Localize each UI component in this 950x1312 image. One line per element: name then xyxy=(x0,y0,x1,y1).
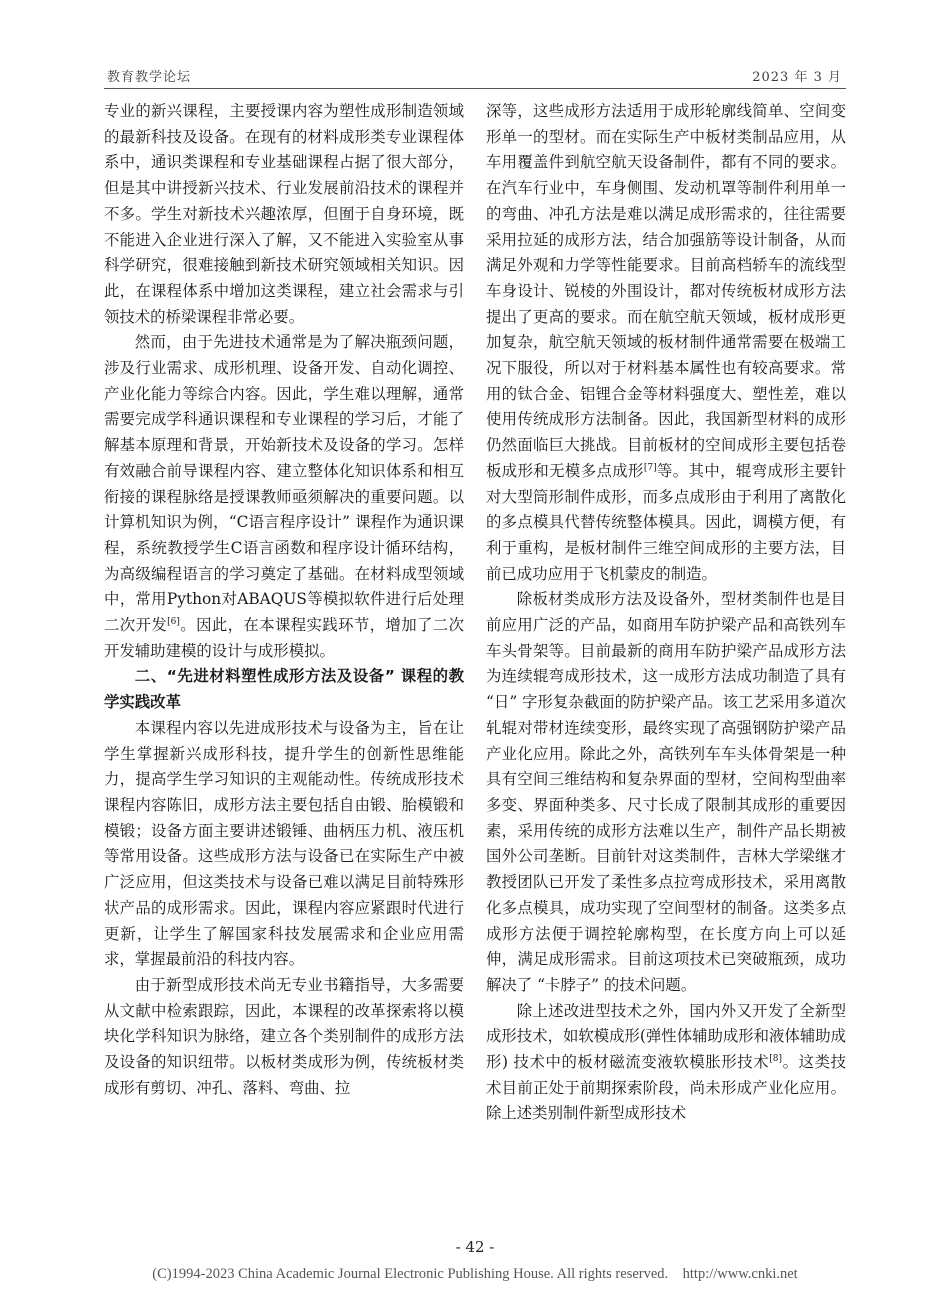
copyright-notice: (C)1994-2023 China Academic Journal Electronic Publishing House. All rights reserved. http://www.cnki.net xyxy=(152,1266,798,1282)
paragraph: 本课程内容以先进成形技术与设备为主，旨在让学生掌握新兴成形科技，提升学生的创新性思维能力，提高学生学习知识的主观能动性。传统成形技术课程内容陈旧，成形方法主要包括自由锻、胎模锻和模锻；设备方面主要讲述锻锤、曲柄压力机、液压机等常用设备。这些成形方法与设备已在实际生产中被广泛应用，但这类技术与设备已难以满足目前特殊形状产品的成形需求。因此，课程内容应紧跟时代进行更新，让学生了解国家科技发展需求和企业应用需求，掌握最前沿的科技内容。 xyxy=(104,718,464,969)
journal-title: 教育教学论坛 xyxy=(107,70,192,85)
paragraph: 然而，由于先进技术通常是为了解决瓶颈问题，涉及行业需求、成形机理、设备开发、自动化调控、产业化能力等综合内容。因此，学生难以理解，通常需要完成学科通识课程和专业课程的学习后，才能了解基本原理和背景，开始新技术及设备的学习。怎样有效融合前导课程内容、建立整体化知识体系和相互衔接的课程脉络是授课教师亟须解决的重要问题。以计算机知识为例，“C语言程序设计” 课程作为通识课程，系统教授学生C语言函数和程序设计循环结构，为高级编程语言的学习奠定了基础。在材料成型领域中，常用Python对ABAQUS等模拟软件进行后处理二次开发[6]。因此，在本课程实践环节，增加了二次开发辅助建模的设计与成形模拟。 xyxy=(104,333,464,660)
issue-date: 2023 年 3 月 xyxy=(752,70,842,85)
left-column xyxy=(104,99,464,1101)
paragraph: 除板材类成形方法及设备外，型材类制件也是目前应用广泛的产品，如商用车防护梁产品和高铁列车车头骨架等。目前最新的商用车防护梁产品成形方法为连续辊弯成形技术，这一成形方法成功制造了具有 “日” 字形复杂截面的防护梁产品。该工艺采用多道次轧辊对带材连续变形，最终实现了高强钢防护梁产品产业化应用。除此之外，高铁列车车头体骨架是一种具有空间三维结构和复杂界面的型材，空间构型曲率多变、界面种类多、尺寸长成了限制其成形的重要因素，采用传统的成形方法难以生产，制件产品长期被国外公司垄断。目前针对这类制件，吉林大学梁继才教授团队已开发了柔性多点拉弯成形技术，采用离散化多点模具，成功实现了空间型材的制备。这类多点成形方法便于调控轮廓构型，在长度方向上可以延伸，满足成形需求。目前这项技术已突破瓶颈，成功解决了 “卡脖子” 的技术问题。 xyxy=(486,590,846,994)
citation: [8] xyxy=(769,1053,783,1064)
section-heading: 二、“先进材料塑性成形方法及设备” 课程的教学实践改革 xyxy=(104,667,464,712)
paragraph: 除上述改进型技术之外，国内外又开发了全新型成形技术，如软模成形(弹性体辅助成形和液体辅助成形) 技术中的板材磁流变液软模胀形技术[8]。这类技术目前正处于前期探索阶段，尚未形成产业化应用。除上述类别制件新型成形技术 xyxy=(486,1001,846,1123)
page-number: - 42 - xyxy=(455,1238,495,1256)
header-divider xyxy=(104,88,846,89)
paragraph: 由于新型成形技术尚无专业书籍指导，大多需要从文献中检索跟踪，因此，本课程的改革探索将以模块化学科知识为脉络，建立各个类别制件的成形方法及设备的知识纽带。以板材类成形为例，传统板材类成形有剪切、冲孔、落料、弯曲、拉 xyxy=(104,975,464,1097)
citation: [7] xyxy=(643,462,657,473)
right-column xyxy=(486,99,846,1127)
citation: [6] xyxy=(167,616,180,627)
paragraph: 专业的新兴课程，主要授课内容为塑性成形制造领域的最新科技及设备。在现有的材料成形类专业课程体系中，通识类课程和专业基础课程占据了很大部分，但是其中讲授新兴技术、行业发展前沿技术的课程并不多。学生对新技术兴趣浓厚，但囿于自身环境，既不能进入企业进行深入了解，又不能进入实验室从事科学研究，很难接触到新技术研究领域相关知识。因此，在课程体系中增加这类课程，建立社会需求与引领技术的桥梁课程非常必要。 xyxy=(104,102,464,326)
paragraph: 深等，这些成形方法适用于成形轮廓线简单、空间变形单一的型材。而在实际生产中板材类制品应用，从车用覆盖件到航空航天设备制件，都有不同的要求。在汽车行业中，车身侧围、发动机罩等制件利用单一的弯曲、冲孔方法是难以满足成形需求的，往往需要采用拉延的成形方法，结合加强筋等设计制备，从而满足外观和力学等性能要求。目前高档轿车的流线型车身设计、锐棱的外围设计，都对传统板材成形方法提出了更高的要求。而在航空航天领域，板材成形更加复杂，航空航天领域的板材制件通常需要在极端工况下服役，所以对于材料基本属性也有较高要求。常用的钛合金、铝锂合金等材料强度大、塑性差，难以使用传统成形方法制备。因此，我国新型材料的成形仍然面临巨大挑战。目前板材的空间成形主要包括卷板成形和无模多点成形[7]等。其中，辊弯成形主要针对大型筒形制件成形，而多点成形由于利用了离散化的多点模具代替传统整体模具。因此，调模方便，有利于重构，是板材制件三维空间成形的主要方法，目前已成功应用于飞机蒙皮的制造。 xyxy=(486,102,846,583)
